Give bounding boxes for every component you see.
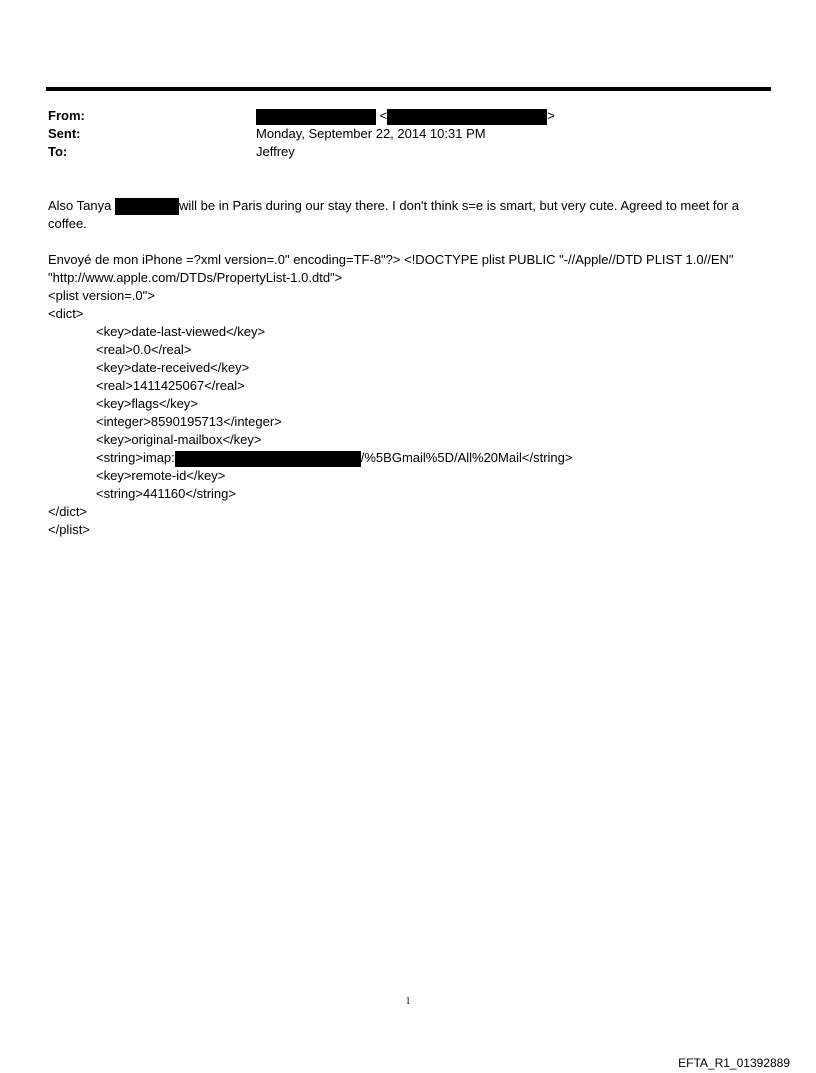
header-rule	[46, 87, 771, 91]
plist-line-8: <real>1411425067</real>	[96, 378, 245, 393]
from-email-close: >	[547, 108, 555, 123]
plist-line-12	[96, 449, 572, 467]
plist-line-16: </plist>	[48, 522, 90, 537]
plist-line-2: "http://www.apple.com/DTDs/PropertyList-1.0.dtd">	[48, 270, 343, 285]
plist-line-1: Envoyé de mon iPhone =?xml version=.0" encoding=TF-8"?> <!DOCTYPE plist PUBLIC "-//Apple//DTD PLIST 1.0//EN"	[48, 252, 734, 267]
plist-line-13: <key>remote-id</key>	[96, 468, 226, 483]
surname-redaction	[115, 198, 179, 215]
plist-line-6: <real>0.0</real>	[96, 342, 192, 357]
plist-line-3: <plist version=.0">	[48, 288, 155, 303]
from-name-redaction	[256, 109, 376, 125]
imap-start: <string>imap:	[96, 450, 175, 465]
plist-line-4: <dict>	[48, 306, 84, 321]
sent-label: Sent:	[48, 126, 81, 141]
plist-line-9: <key>flags</key>	[96, 396, 198, 411]
from-label: From:	[48, 108, 85, 123]
imap-account-redaction	[175, 451, 361, 467]
plist-line-5: <key>date-last-viewed</key>	[96, 324, 266, 339]
plist-line-14: <string>441160</string>	[96, 486, 236, 501]
para-end: will be in Paris during our stay there. I don't think s=e is smart, but very cute. Agreed to meet for a coffee.	[48, 198, 739, 232]
sent-value: Monday, September 22, 2014 10:31 PM	[256, 126, 486, 141]
plist-line-11: <key>original-mailbox</key>	[96, 432, 262, 447]
from-email-redaction	[387, 109, 547, 125]
plist-line-15: </dict>	[48, 504, 88, 519]
para-start: Also Tanya	[48, 198, 112, 213]
plist-line-10: <integer>8590195713</integer>	[96, 414, 282, 429]
page-number: 1	[405, 996, 411, 1007]
from-value	[256, 107, 555, 125]
imap-end: /%5BGmail%5D/All%20Mail</string>	[360, 450, 573, 465]
from-email-open: <	[379, 108, 388, 123]
body-paragraph	[48, 197, 776, 233]
plist-line-7: <key>date-received</key>	[96, 360, 250, 375]
to-value: Jeffrey	[256, 144, 295, 159]
to-label: To:	[48, 144, 68, 159]
document-id: EFTA_R1_01392889	[678, 1056, 790, 1070]
